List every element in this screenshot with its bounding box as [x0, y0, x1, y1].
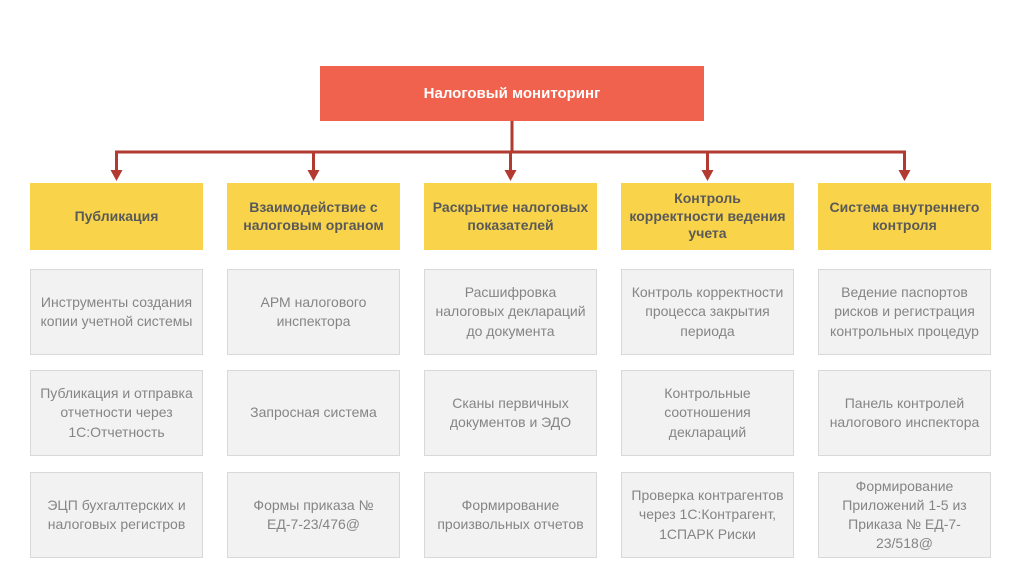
arrow-down-icon: [899, 170, 911, 181]
leaf-node: Формирование Приложений 1-5 из Приказа № ЕД-7-23/518@: [818, 472, 991, 558]
leaf-node: Ведение паспортов рисков и регистрация контрольных процедур: [818, 269, 991, 355]
arrow-down-icon: [702, 170, 714, 181]
arrow-down-icon: [111, 170, 123, 181]
leaf-node: Контроль корректности процесса закрытия периода: [621, 269, 794, 355]
leaf-node: Контрольные соотношения деклараций: [621, 370, 794, 456]
arrow-down-icon: [505, 170, 517, 181]
root-node: Налоговый мониторинг: [320, 66, 704, 121]
arrow-down-icon: [308, 170, 320, 181]
leaf-node: Формы приказа № ЕД-7-23/476@: [227, 472, 400, 558]
leaf-node: Инструменты создания копии учетной системы: [30, 269, 203, 355]
branch-node-internal-control: Система внутреннего контроля: [818, 183, 991, 250]
leaf-node: Публикация и отправка отчетности через 1С:Отчетность: [30, 370, 203, 456]
branch-node-accounting-control: Контроль корректности ведения учета: [621, 183, 794, 250]
branch-node-publication: Публикация: [30, 183, 203, 250]
leaf-node: Запросная система: [227, 370, 400, 456]
branch-node-interaction: Взаимодействие с налоговым органом: [227, 183, 400, 250]
leaf-node: Проверка контрагентов через 1С:Контрагент, 1СПАРК Риски: [621, 472, 794, 558]
leaf-node: Расшифровка налоговых деклараций до документа: [424, 269, 597, 355]
leaf-node: АРМ налогового инспектора: [227, 269, 400, 355]
leaf-node: Формирование произвольных отчетов: [424, 472, 597, 558]
leaf-node: Сканы первичных документов и ЭДО: [424, 370, 597, 456]
leaf-node: ЭЦП бухгалтерских и налоговых регистров: [30, 472, 203, 558]
branch-node-disclosure: Раскрытие налоговых показателей: [424, 183, 597, 250]
leaf-node: Панель контролей налогового инспектора: [818, 370, 991, 456]
